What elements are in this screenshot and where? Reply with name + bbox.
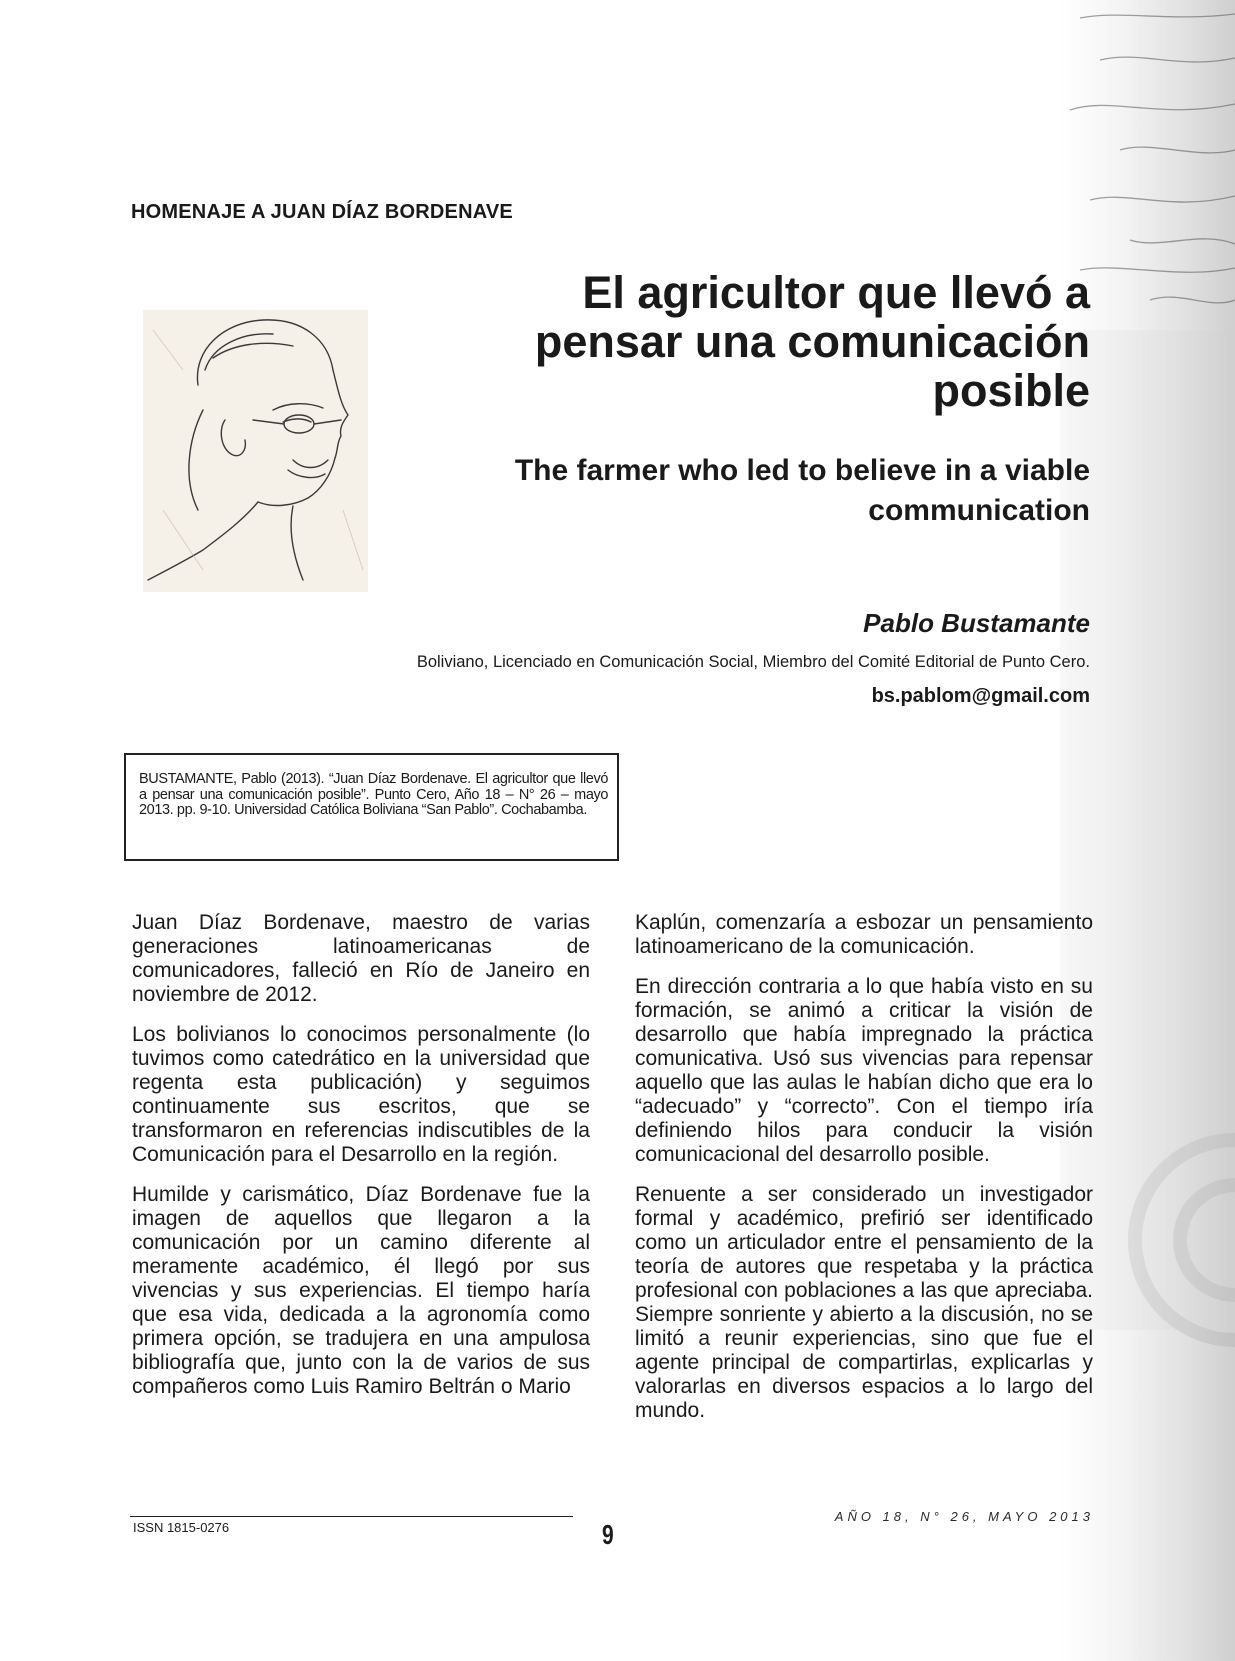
citation-text: BUSTAMANTE, Pablo (2013). “Juan Díaz Bordenave. El agricultor que llevó a pensar una comunicación posible”. Punto Cero, Año 18 – N° 26 – mayo 2013. pp. 9-10. Universidad Católica Boliviana “San Pablo”. Cochabamba. bbox=[139, 771, 608, 818]
title-line: El agricultor que llevó a bbox=[582, 267, 1090, 318]
article-subtitle bbox=[450, 451, 1090, 531]
author-name: Pablo Bustamante bbox=[863, 608, 1090, 638]
body-paragraph: Kaplún, comenzaría a esbozar un pensamiento latinoamericano de la comunicación. bbox=[635, 911, 1093, 958]
citation-box bbox=[124, 753, 619, 861]
author-bio: Boliviano, Licenciado en Comunicación Social, Miembro del Comité Editorial de Punto Cero. bbox=[416, 653, 1090, 671]
section-label: HOMENAJE A JUAN DÍAZ BORDENAVE bbox=[131, 201, 513, 223]
body-paragraph: Renuente a ser considerado un investigador formal y académico, prefirió ser identificado como un articulador entre el pensamiento de la teoría de autores que respetaba y la práctica profesional con poblaciones a las que apreciaba. Siempre sonriente y abierto a la discusión, no se limitó a reunir experiencias, sino que fue el agente principal de compartirlas, explicarlas y valorarlas en diversos espacios a lo largo del mundo. bbox=[635, 1183, 1093, 1422]
issn: ISSN 1815-0276 bbox=[133, 1520, 230, 1535]
article-title bbox=[450, 268, 1090, 415]
body-right-column bbox=[635, 911, 1093, 1439]
title-line: pensar una comunicación bbox=[534, 316, 1090, 367]
author-email[interactable]: bs.pablom@gmail.com bbox=[871, 685, 1090, 707]
title-line: posible bbox=[932, 365, 1090, 416]
page-number: 9 bbox=[602, 1519, 614, 1550]
issue-info: AÑO 18, N° 26, MAYO 2013 bbox=[834, 1509, 1094, 1524]
body-paragraph: Humilde y carismático, Díaz Bordenave fue la imagen de aquellos que llegaron a la comunicación por un camino diferente al meramente académico, él llegó por sus vivencias y sus experiencias. El tiempo haría que esa vida, dedicada a la agronomía como primera opción, se tradujera en una ampulosa bibliografía que, junto con la de varios de sus compañeros como Luis Ramiro Beltrán o Mario bbox=[132, 1183, 590, 1398]
body-paragraph: En dirección contraria a lo que había visto en su formación, se animó a criticar la visión de desarrollo que había impregnado la práctica comunicativa. Usó sus vivencias para repensar aquello que las aulas le habían dicho que era lo “adecuado” y “correcto”. Con el tiempo iría definiendo hilos para conducir la visión comunicacional del desarrollo posible. bbox=[635, 975, 1093, 1166]
body-left-column bbox=[132, 911, 590, 1415]
subtitle-line: communication bbox=[868, 494, 1090, 527]
subtitle-line: The farmer who led to believe in a viable bbox=[514, 454, 1090, 487]
body-paragraph: Los bolivianos lo conocimos personalmente (lo tuvimos como catedrático en la universidad que regenta esta publicación) y seguimos continuamente sus escritos, que se transformaron en referencias indiscutibles de la Comunicación para el Desarrollo en la región. bbox=[132, 1023, 590, 1166]
footer-divider bbox=[130, 1516, 573, 1517]
body-paragraph: Juan Díaz Bordenave, maestro de varias generaciones latinoamericanas de comunicadores, falleció en Río de Janeiro en noviembre de 2012. bbox=[132, 911, 590, 1006]
portrait-sketch-icon bbox=[143, 310, 368, 592]
